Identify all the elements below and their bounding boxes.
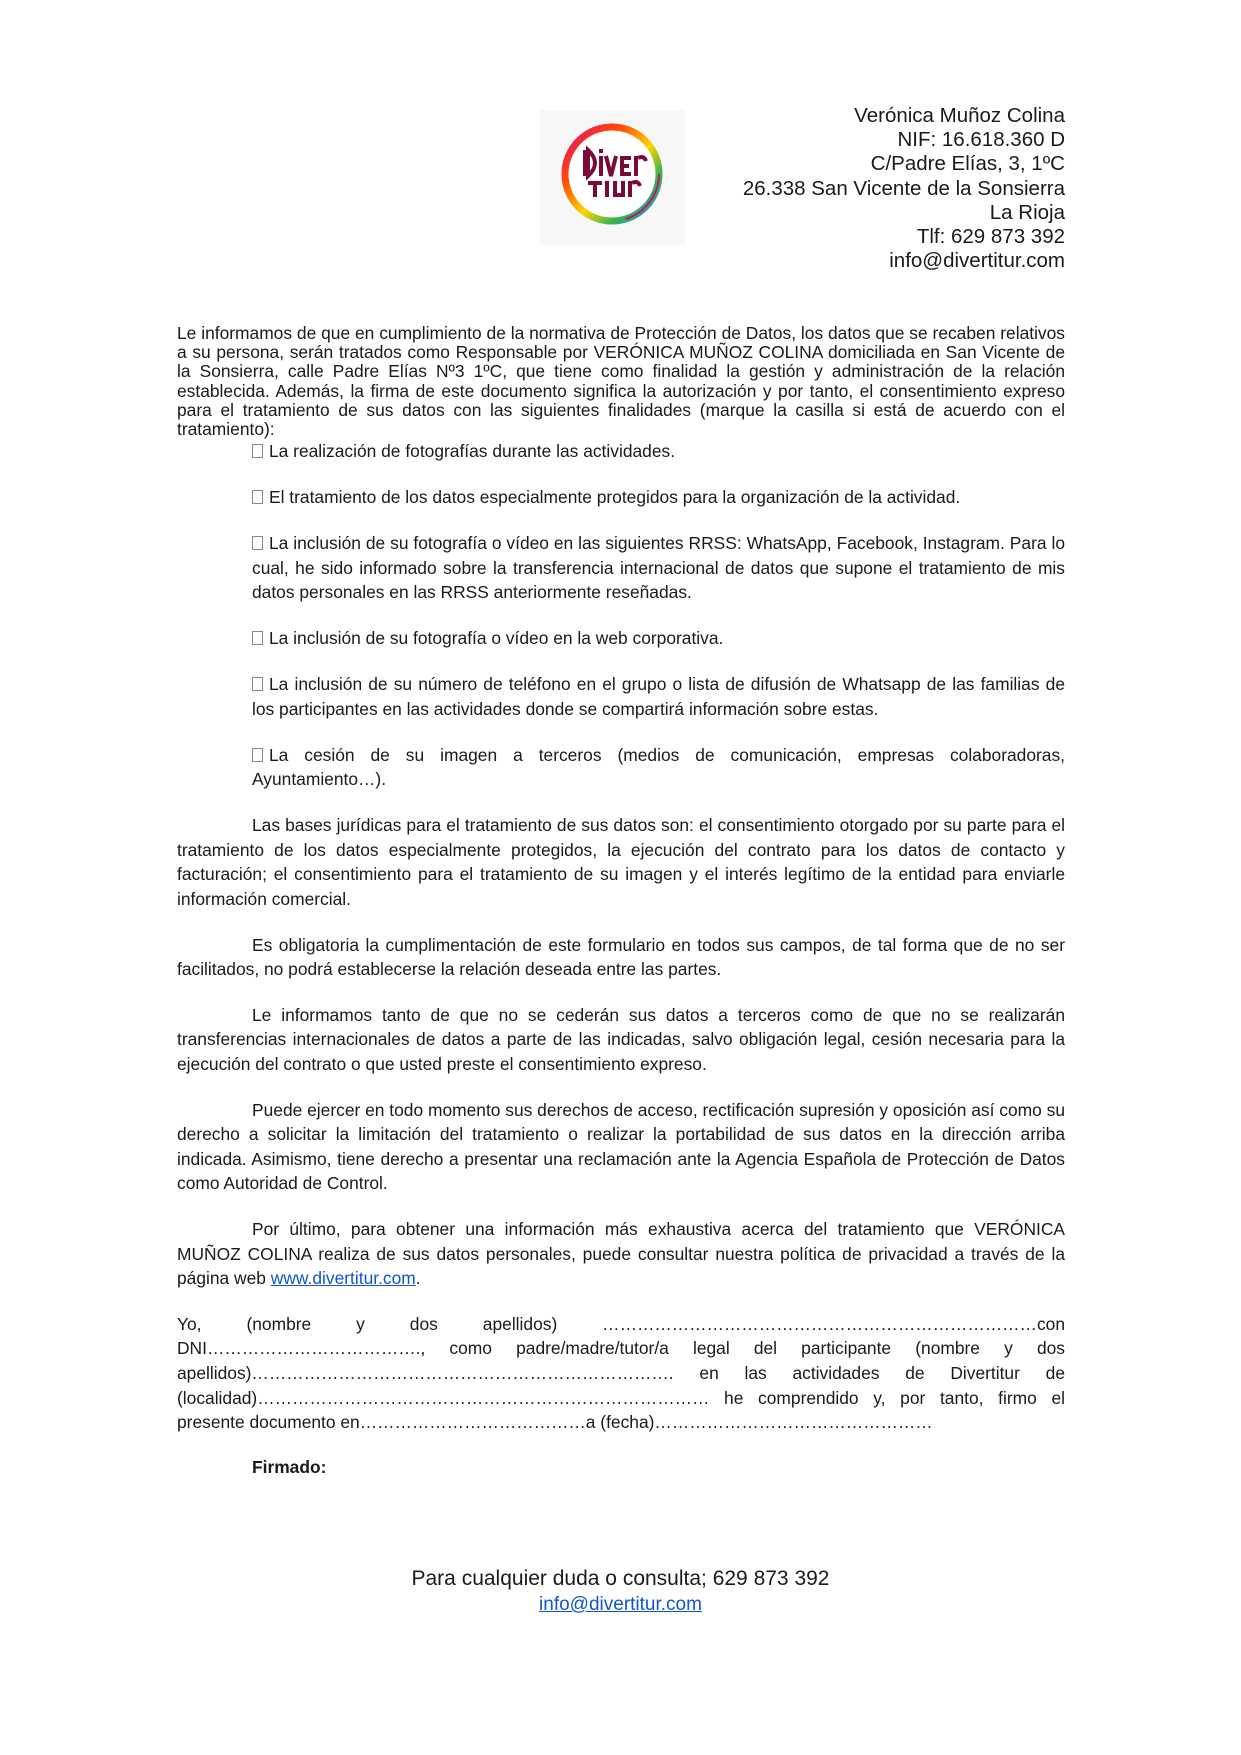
sender-address-block — [605, 104, 1065, 273]
sender-phone: Tlf: 629 873 392 — [916, 225, 1065, 249]
footer — [0, 1565, 1241, 1617]
checkbox-icon[interactable] — [252, 490, 263, 504]
checkbox-icon[interactable] — [252, 536, 263, 550]
signature-label: Firmado: — [252, 1456, 327, 1477]
consent-option-label: La cesión de su imagen a terceros (medios de comunicación, empresas colaboradoras, Ayuntamiento…). — [252, 744, 1065, 790]
consent-option — [252, 485, 1065, 510]
sender-region: La Rioja — [989, 200, 1065, 224]
mandatory-paragraph: Es obligatoria la cumplimentación de este formulario en todos sus campos, de tal forma que de no ser facilitados, no podrá establecerse la relación deseada entre las partes. — [177, 934, 1065, 980]
consent-option-label: La inclusión de su fotografía o vídeo en las siguientes RRSS: WhatsApp, Facebook, Instagram. Para lo cual, he sido informado sobre la transferencia internacional de datos que supone el tratamiento de mis datos personales en las RRSS anteriormente reseñadas. — [252, 533, 1065, 603]
consent-option — [252, 672, 1065, 721]
consent-option-label: La inclusión de su fotografía o vídeo en la web corporativa. — [269, 628, 724, 649]
sender-city: 26.338 San Vicente de la Sonsierra — [742, 176, 1065, 200]
consent-options-list — [252, 439, 1065, 792]
declaration-paragraph: Yo, (nombre y dos apellidos) …………………………………………………………………con DNI………………………………., como padre/madre/tutor/a legal del participante (nombre y dos apellidos)………………………………………………………………. en las actividades de Divertitur de (localidad)…………………………………………………………………… he comprendido y, por tanto, firmo el presente documento en…………………………………a (fecha)………………………………………… — [177, 1313, 1065, 1433]
checkbox-icon[interactable] — [252, 631, 263, 645]
website-link[interactable]: www.divertitur.com — [270, 1268, 416, 1289]
legal-bases-paragraph: Las bases jurídicas para el tratamiento de sus datos son: el consentimiento otorgado por su parte para el tratamiento de los datos especialmente protegidos, la ejecución del contrato para los datos de contacto y facturación; el consentimiento para el tratamiento de su imagen y el interés legítimo de la entidad para enviarle información comercial. — [177, 815, 1065, 909]
footer-contact-line: Para cualquier duda o consulta; 629 873 392 — [411, 1567, 830, 1590]
consent-option — [252, 531, 1065, 605]
consent-option-label: La realización de fotografías durante las actividades. — [269, 441, 676, 462]
sender-name: Verónica Muñoz Colina — [854, 104, 1065, 127]
privacy-policy-text: Por último, para obtener una información más exhaustiva acerca del tratamiento que VERÓNICA MUÑOZ COLINA realiza de sus datos personales, puede consultar nuestra política de privacidad a través de la página web — [177, 1218, 1065, 1289]
checkbox-icon[interactable] — [252, 444, 263, 458]
consent-option — [252, 626, 1065, 651]
consent-option — [252, 743, 1065, 792]
privacy-policy-paragraph — [177, 1217, 1065, 1291]
third-parties-paragraph: Le informamos tanto de que no se cederán sus datos a terceros como de que no se realizarán transferencias internacionales de datos a parte de las indicadas, salvo obligación legal, cesión necesaria para la ejecución del contrato o que usted preste el consentimiento expreso. — [177, 1004, 1065, 1074]
checkbox-icon[interactable] — [252, 677, 263, 691]
consent-option — [252, 439, 1065, 464]
consent-option-label: El tratamiento de los datos especialmente protegidos para la organización de la actividad. — [269, 487, 961, 508]
sender-email: info@divertitur.com — [889, 249, 1065, 273]
sender-nif: NIF: 16.618.360 D — [897, 128, 1065, 152]
document-body — [177, 324, 1065, 1479]
rights-paragraph: Puede ejercer en todo momento sus derechos de acceso, rectificación supresión y oposición así como su derecho a solicitar la limitación del tratamiento o realizar la portabilidad de sus datos en la dirección arriba indicada. Asimismo, tiene derecho a presentar una reclamación ante la Agencia Española de Protección de Datos como Autoridad de Control. — [177, 1099, 1065, 1194]
checkbox-icon[interactable] — [252, 748, 263, 762]
privacy-policy-end: . — [415, 1268, 421, 1289]
sender-street: C/Padre Elías, 3, 1ºC — [870, 152, 1065, 176]
footer-email-link[interactable]: info@divertitur.com — [539, 1594, 702, 1615]
intro-paragraph: Le informamos de que en cumplimiento de la normativa de Protección de Datos, los datos que se recaben relativos a su persona, serán tratados como Responsable por VERÓNICA MUÑOZ COLINA domiciliada en San Vicente de la Sonsierra, calle Padre Elías Nº3 1ºC, que tiene como finalidad la gestión y administración de la relación establecida. Además, la firma de este documento significa la autorización y por tanto, el consentimiento expreso para el tratamiento de sus datos con las siguientes finalidades (marque la casilla si está de acuerdo con el tratamiento): — [177, 323, 1065, 440]
consent-option-label: La inclusión de su número de teléfono en el grupo o lista de difusión de Whatsapp de las familias de los participantes en las actividades donde se compartirá información sobre estas. — [252, 674, 1065, 719]
